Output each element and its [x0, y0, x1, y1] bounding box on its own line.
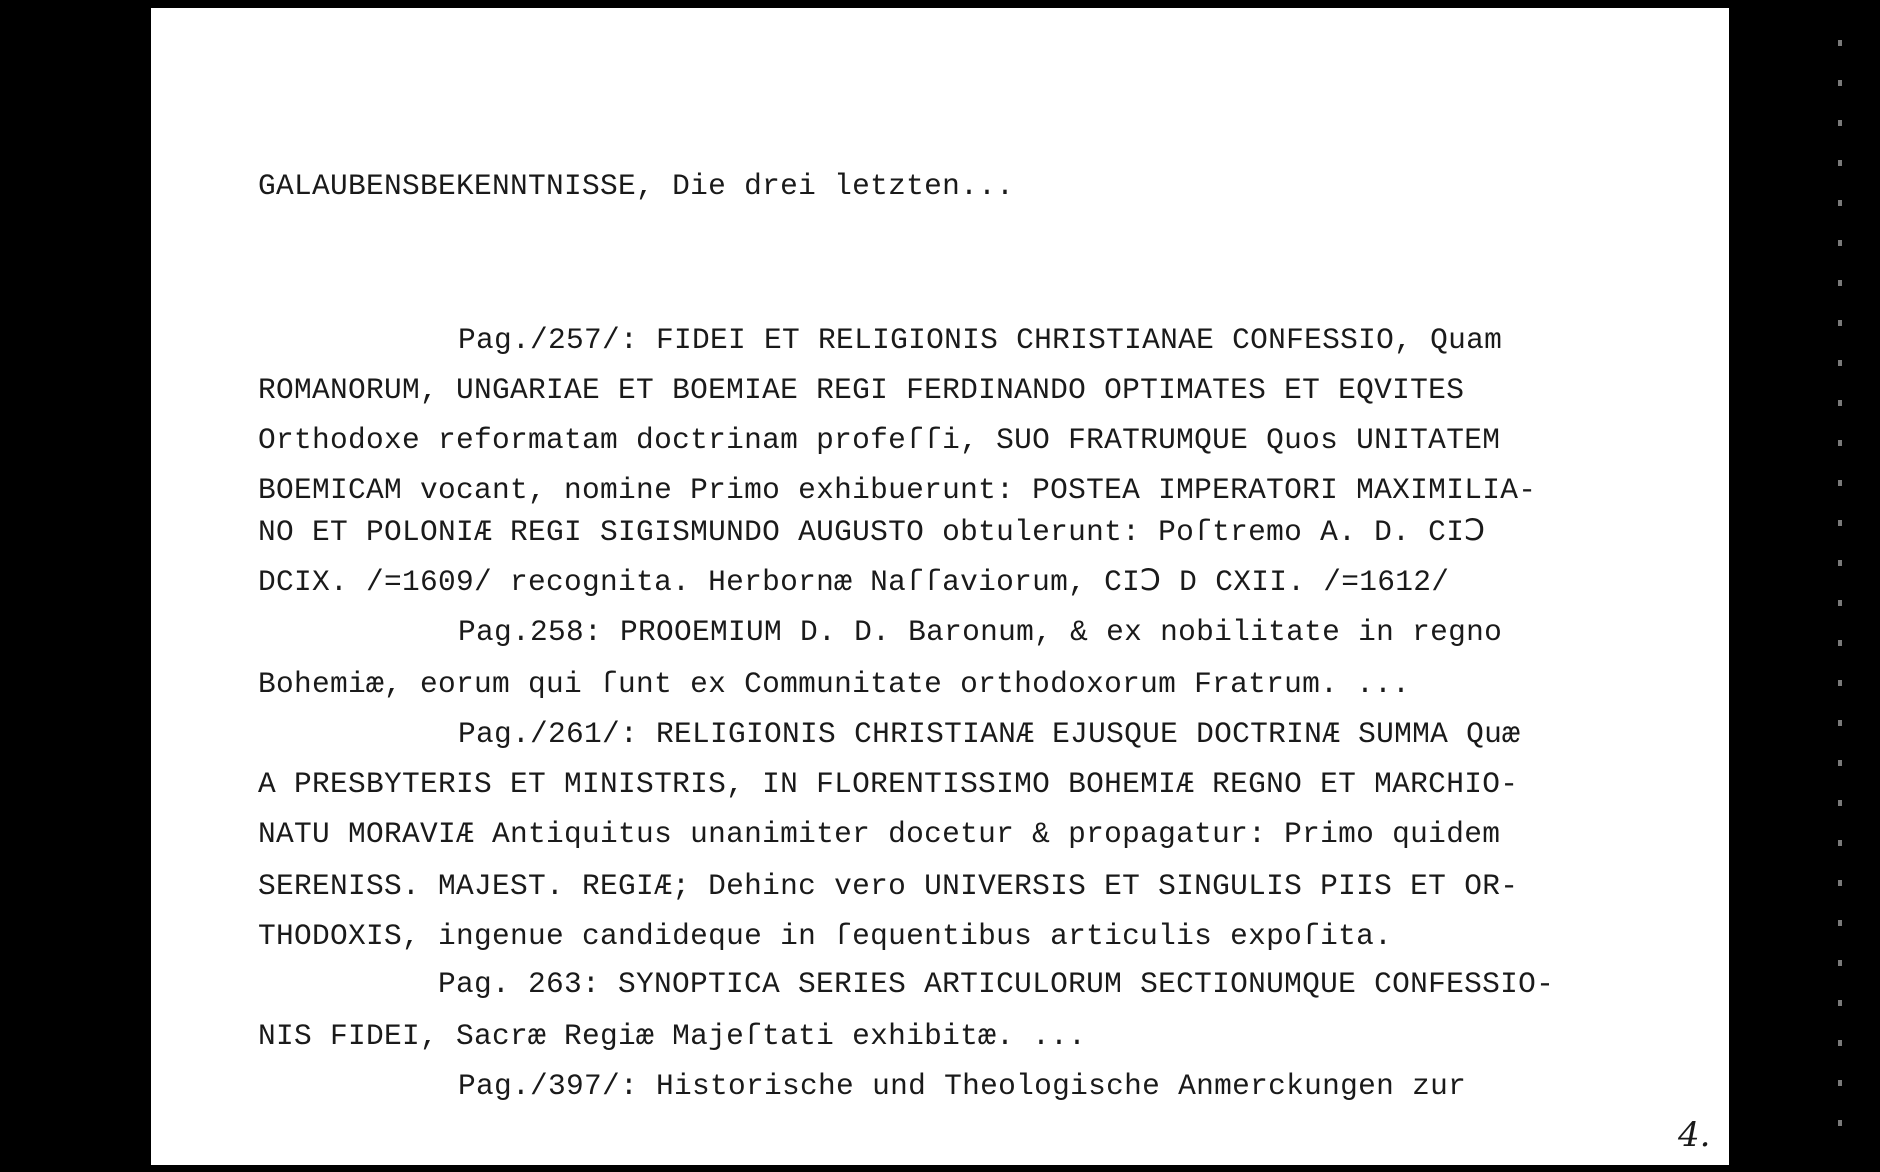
- text-line: THODOXIS, ingenue candideque in ſequentibus articulis expoſita.: [258, 919, 1393, 953]
- scan-edge-marks: [1838, 40, 1842, 1140]
- text-line: Bohemiæ, eorum qui ſunt ex Communitate orthodoxorum Fratrum. ...: [258, 667, 1411, 701]
- text-line: Pag. 263: SYNOPTICA SERIES ARTICULORUM SECTIONUMQUE CONFESSIO-: [438, 967, 1555, 1001]
- text-line: NO ET POLONIÆ REGI SIGISMUNDO AUGUSTO obtulerunt: Poſtremo A. D. CIↃ: [258, 515, 1486, 549]
- text-line: ROMANORUM, UNGARIAE ET BOEMIAE REGI FERDINANDO OPTIMATES ET EQVITES: [258, 373, 1465, 407]
- text-line: SERENISS. MAJEST. REGIÆ; Dehinc vero UNIVERSIS ET SINGULIS PIIS ET OR-: [258, 869, 1519, 903]
- text-line: DCIX. /=1609/ recognita. Herbornæ Naſſaviorum, CIↃ D CXII. /=1612/: [258, 565, 1450, 599]
- card-heading: GALAUBENSBEKENNTNISSE, Die drei letzten...: [258, 169, 1015, 203]
- text-line: Pag./257/: FIDEI ET RELIGIONIS CHRISTIANAE CONFESSIO, Quam: [458, 323, 1503, 357]
- text-line: BOEMICAM vocant, nomine Primo exhibuerunt: POSTEA IMPERATORI MAXIMILIA-: [258, 473, 1537, 507]
- text-line: NATU MORAVIÆ Antiquitus unanimiter docetur & propagatur: Primo quidem: [258, 817, 1501, 851]
- text-line: Pag.258: PROOEMIUM D. D. Baronum, & ex nobilitate in regno: [458, 615, 1503, 649]
- text-line: Pag./261/: RELIGIONIS CHRISTIANÆ EJUSQUE DOCTRINÆ SUMMA Quæ: [458, 717, 1521, 751]
- text-line: Orthodoxe reformatam doctrinam profeſſi, SUO FRATRUMQUE Quos UNITATEM: [258, 423, 1501, 457]
- text-line: Pag./397/: Historische und Theologische Anmerckungen zur: [458, 1069, 1467, 1103]
- text-line: A PRESBYTERIS ET MINISTRIS, IN FLORENTISSIMO BOHEMIÆ REGNO ET MARCHIO-: [258, 767, 1519, 801]
- text-line: NIS FIDEI, Sacræ Regiæ Majeſtati exhibitæ. ...: [258, 1019, 1087, 1053]
- catalog-card: [151, 8, 1729, 1165]
- card-number: 4.: [1678, 1115, 1711, 1155]
